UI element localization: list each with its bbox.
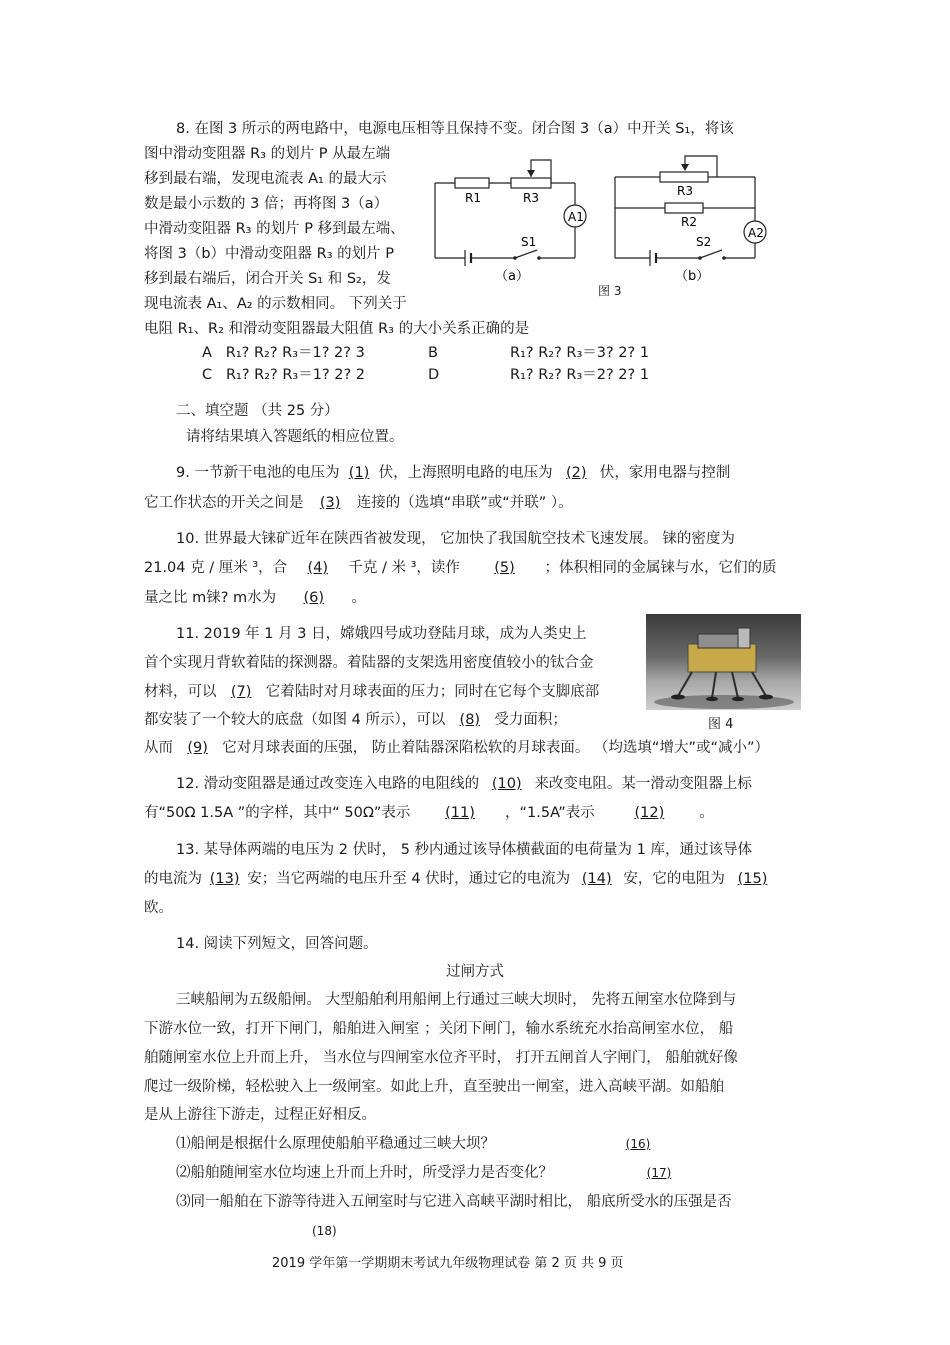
text: 。 [346, 590, 366, 606]
lunar-lander-photo [646, 614, 801, 710]
q13-line-1: 13. 某导体两端的电压为 2 伏时， 5 秒内通过该导体横截面的电荷量为 1 库，通过该导体 [176, 842, 752, 858]
q10-line-1: 10. 世界最大铼矿近年在陕西省被发现， 它加快了我国航空技术飞速发展。 铼的密度为 [176, 531, 735, 547]
q12-line-1 [176, 775, 752, 793]
text: 它工作状态的开关之间是 [144, 495, 309, 511]
slider-arrow-b [681, 164, 689, 171]
section-2-heading: 二、填空题 （共 25 分） [176, 403, 339, 419]
passage-line-3: 舶随闸室水位上升而上升， 当水位与四闸室水位齐平时， 打开五闸首人字闸门， 船舶就好像 [144, 1050, 738, 1066]
text: ；体积相同的金属铼与水，它们的质 [544, 560, 777, 576]
q14-intro: 14. 阅读下列短文，回答问题。 [176, 936, 378, 952]
passage-line-4: 爬过一级阶梯，轻松驶入上一级闸室。如此上升，直至驶出一闸室，进入高峡平湖。如船舶 [144, 1079, 724, 1095]
r3-label-a: R3 [523, 191, 539, 205]
blank-10[interactable]: (10) [491, 776, 522, 792]
text: 连接的（选填“串联”或“并联” ）。 [352, 495, 573, 511]
text: 12. 滑动变阻器是通过改变连入电路的电阻线的 [176, 776, 484, 792]
passage-line-2: 下游水位一致，打开下闸门，船舶进入闸室 ；关闭下闸门，输水系统充水抬高闸室水位， 船 [144, 1021, 734, 1037]
blank-1[interactable]: (1) [348, 465, 370, 481]
page-footer: 2019 学年第一学期期末考试九年级物理试卷 第 2 页 共 9 页 [272, 1256, 624, 1271]
blank-15[interactable]: (15) [737, 871, 768, 887]
q13-line-3: 欧。 [144, 900, 173, 916]
blank-7[interactable]: (7) [230, 684, 252, 700]
q11-line-1: 11. 2019 年 1 月 3 日，嫦娥四号成功登陆月球，成为人类史上 [176, 626, 587, 642]
q8-line-7: 移到最右端后，闭合开关 S₁ 和 S₂，发 [144, 271, 391, 287]
r1-label: R1 [465, 191, 481, 205]
fig-b-label: （b） [675, 269, 710, 284]
blank-2[interactable]: (2) [566, 465, 587, 481]
passage-title: 过闸方式 [446, 964, 504, 980]
a2-label: A2 [748, 226, 764, 240]
blank-4[interactable]: (4) [307, 560, 329, 576]
option-text: R₁? R₂? R₃＝1? 2? 2 [225, 367, 366, 383]
section-2-instruction: 请将结果填入答题纸的相应位置。 [186, 429, 404, 445]
q8-option-c [202, 366, 365, 384]
text: 伏，上海照明电路的电压为 [374, 465, 558, 481]
q8-option-a [202, 344, 365, 362]
text: 千克 / 米 ³，读作 [343, 560, 465, 576]
q10-line-3 [144, 589, 366, 607]
circuit-diagram-b [605, 150, 780, 285]
figure-3-caption: 图 3 [598, 284, 622, 298]
text: 有“50Ω 1.5A ”的字样，其中“ 50Ω”表示 [144, 805, 416, 821]
blank-5[interactable]: (5) [494, 560, 515, 576]
text: ⑴船闸是根据什么原理使船舶平稳通过三峡大坝？ [176, 1136, 495, 1152]
q9-line-1 [176, 464, 730, 482]
text: 它着陆时对月球表面的压力；同时在它每个支脚底部 [261, 684, 600, 700]
text: 安，它的电阻为 [618, 871, 730, 887]
blank-18[interactable]: (18) [312, 1224, 337, 1238]
blank-6[interactable]: (6) [303, 590, 325, 606]
q8-line-2: 图中滑动变阻器 R₃ 的划片 P 从最左端 [144, 146, 391, 162]
q8-line-4: 数是最小示数的 3 倍；再将图 3（a） [144, 196, 389, 212]
blank-12[interactable]: (12) [634, 805, 665, 821]
q14-sub-2: ⑵船舶随闸室水位均速上升而上升时，所受浮力是否变化？ [176, 1165, 553, 1181]
blank-13[interactable]: (13) [209, 871, 240, 887]
text: 伏，家用电器与控制 [595, 465, 731, 481]
q8-option-b-text: R₁? R₂? R₃＝3? 2? 1 [510, 345, 650, 361]
r2-label: R2 [681, 215, 697, 229]
q14-sub-3: ⑶同一船舶在下游等待进入五闸室时与它进入高峡平湖时相比， 船底所受水的压强是否 [176, 1194, 732, 1210]
fig-a-label: （a） [495, 269, 529, 284]
blank-3[interactable]: (3) [319, 495, 341, 511]
option-key: C [202, 367, 213, 383]
blank-17[interactable]: (17) [646, 1166, 672, 1180]
s2-label: S2 [696, 235, 712, 249]
text: 21.04 克 / 厘米 ³，合 [144, 560, 292, 576]
q9-line-2 [144, 494, 573, 512]
q8-line-6: 将图 3（b）中滑动变阻器 R₃ 的划片 P [144, 246, 394, 262]
s1-label: S1 [521, 235, 537, 249]
text: 9. 一节新干电池的电压为 [176, 465, 345, 481]
text: 都安装了一个较大的底盘（如图 4 所示），可以 [144, 712, 450, 728]
figure-4-caption: 图 4 [708, 717, 734, 732]
q11-line-5 [144, 739, 769, 757]
text: 从而 [144, 740, 178, 756]
q8-line-8: 现电流表 A₁、A₂ 的示数相同。 下列关于 [144, 296, 407, 312]
a1-label: A1 [568, 210, 584, 224]
text: 量之比 m铼? m水为 [144, 590, 281, 606]
passage-line-5: 是从上游往下游走，过程正好相反。 [144, 1107, 376, 1123]
q8-line-1: 8. 在图 3 所示的两电路中，电源电压相等且保持不变。闭合图 3（a）中开关 S₁，将该 [176, 121, 734, 137]
q11-line-2: 首个实现月背软着陆的探测器。着陆器的支架选用密度值较小的钛合金 [144, 655, 594, 671]
text: 。 [699, 805, 714, 821]
blank-14[interactable]: (14) [581, 871, 612, 887]
q13-line-2 [144, 870, 776, 888]
r3-label-b: R3 [677, 184, 693, 198]
q11-line-3 [144, 683, 599, 701]
text: 的电流为 [144, 871, 207, 887]
q8-line-3: 移到最右端，发现电流表 A₁ 的最大示 [144, 171, 387, 187]
q8-option-d-text: R₁? R₂? R₃＝2? 2? 1 [510, 367, 650, 383]
text: 它对月球表面的压强， 防止着陆器深陷松软的月球表面。 （均选填“增大”或“减小”） [217, 740, 769, 756]
circuit-diagram-a [425, 150, 595, 285]
text: 受力面积； [489, 712, 567, 728]
text: 材料，可以 [144, 684, 222, 700]
text: 安；当它两端的电压升至 4 伏时，通过它的电流为 [242, 871, 575, 887]
option-key: A [202, 345, 212, 361]
q8-option-b-key: B [428, 345, 438, 361]
q10-line-2 [144, 559, 777, 577]
q8-line-5: 中滑动变阻器 R₃ 的划片 P 移到最左端、 [144, 221, 405, 237]
q8-option-d-key: D [428, 367, 440, 383]
text: ，“1.5A”表示 [505, 805, 600, 821]
blank-9[interactable]: (9) [187, 740, 208, 756]
text: 来改变电阻。某一滑动变阻器上标 [529, 776, 752, 792]
q12-line-2 [144, 804, 714, 822]
q8-line-9: 电阻 R₁、R₂ 和滑动变阻器最大阻值 R₃ 的大小关系正确的是 [144, 321, 530, 337]
blank-8[interactable]: (8) [459, 712, 481, 728]
q14-sub-1 [176, 1135, 495, 1153]
blank-11[interactable]: (11) [445, 805, 475, 821]
blank-16[interactable]: (16) [625, 1137, 651, 1151]
slider-arrow-a [527, 170, 535, 177]
passage-line-1: 三峡船闸为五级船闸。 大型船舶利用船闸上行通过三峡大坝时， 先将五闸室水位降到与 [176, 992, 737, 1008]
q11-line-4 [144, 711, 567, 729]
option-text: R₁? R₂? R₃＝1? 2? 3 [225, 345, 365, 361]
